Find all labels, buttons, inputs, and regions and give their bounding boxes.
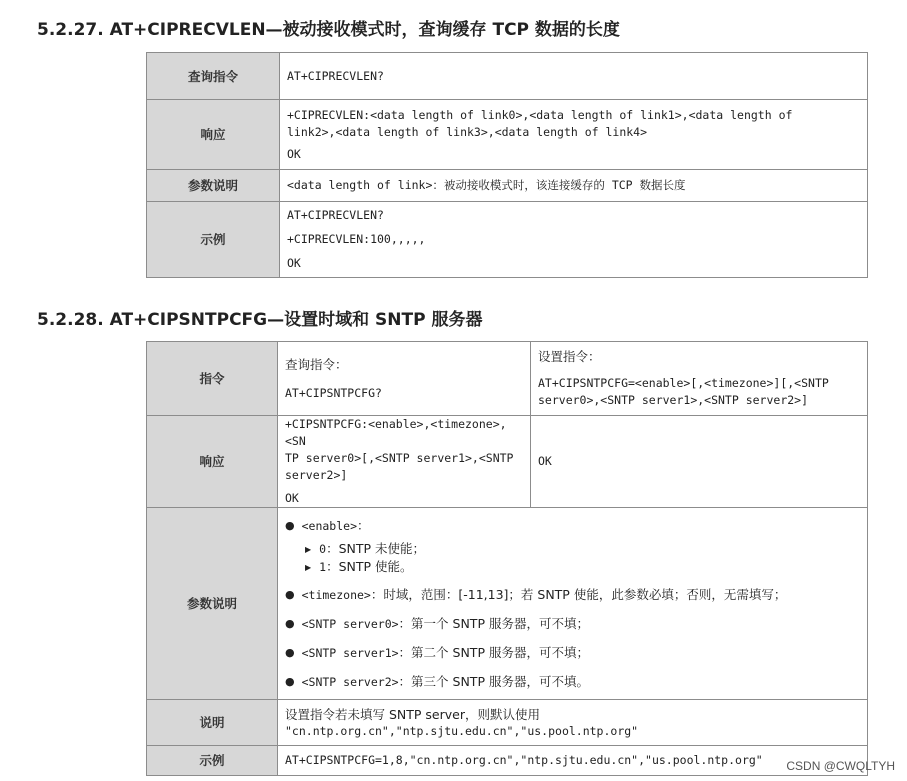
option-desc: ：SNTP 使能。 [326,559,413,574]
note-line: 设置指令若未填写 SNTP server，则默认使用 [285,706,540,722]
bullet-icon: ● [285,519,295,532]
bullet-icon: ● [285,646,295,659]
note-line: "cn.ntp.org.cn","ntp.sjtu.edu.cn","us.pool.ntp.org" [285,723,639,738]
set-command: AT+CIPSNTPCFG=<enable>[,<timezone>][,<SNTP [538,376,829,390]
triangle-right-icon: ▶ [305,562,312,572]
example-line: AT+CIPRECVLEN? [287,208,384,222]
query-row [147,53,868,100]
response-label: 响应 [147,416,278,508]
note-label: 说明 [147,700,278,746]
query-response-cell [278,416,531,508]
params-row [147,508,868,700]
params-label: 参数说明 [147,170,280,202]
param-enable [285,511,860,540]
section-5-2-28-heading: 5.2.28. AT+CIPSNTPCFG—设置时域和 SNTP 服务器 [37,310,483,330]
example-value: AT+CIPSNTPCFG=1,8,"cn.ntp.org.cn","ntp.sjtu.edu.cn","us.pool.ntp.org" [278,746,868,776]
params-cell [278,508,868,700]
response-line: +CIPRECVLEN:<data length of link0>,<data length of link1>,<data length of [287,107,793,122]
note-cell [278,700,868,746]
set-response-cell: OK [531,416,868,508]
query-response-line: server2>] [285,468,348,482]
ciprecvlen-table [146,52,868,278]
query-command-title: 查询指令： [285,356,348,372]
triangle-right-icon: ▶ [305,544,312,554]
params-row [147,170,868,202]
query-response-ok: OK [285,491,299,505]
bullet-icon: ● [285,675,295,688]
example-line: +CIPRECVLEN:100,,,,, [287,232,426,246]
param-desc: ：第二个 SNTP 服务器，可不填； [398,644,589,660]
param-name: <timezone> [301,587,371,602]
param-sntp-server0 [285,609,860,638]
query-response-line: +CIPSNTPCFG:<enable>,<timezone>,<SN [285,417,507,448]
example-value [280,202,868,278]
set-command-cell [531,342,868,416]
command-label: 指令 [147,342,278,416]
param-name: <SNTP server1> [301,645,399,660]
response-value [280,100,868,170]
example-row [147,746,868,776]
params-value: <data length of link>：被动接收模式时，该连接缓存的 TCP 数据长度 [280,170,868,202]
param-desc: ：时域，范围：[-11,13]；若 SNTP 使能，此参数必填；否则，无需填写； [370,586,787,602]
param-timezone [285,580,860,609]
example-label: 示例 [147,746,278,776]
param-desc: ： [357,517,370,533]
option-code: 0 [319,542,327,556]
param-desc: ：第一个 SNTP 服务器，可不填； [398,615,589,631]
option-code: 1 [319,560,327,574]
param-sntp-server2 [285,667,860,696]
enable-option-0 [305,540,860,558]
example-label: 示例 [147,202,280,278]
param-name: <SNTP server0> [301,616,399,631]
response-line: link2>,<data length of link3>,<data length of link4> [287,124,648,139]
command-row [147,342,868,416]
section-5-2-27-heading: 5.2.27. AT+CIPRECVLEN—被动接收模式时，查询缓存 TCP 数据的长度 [37,20,620,40]
bullet-icon: ● [285,588,295,601]
query-response-line: TP server0>[,<SNTP server1>,<SNTP [285,451,514,465]
param-name: <SNTP server2> [301,674,399,689]
query-label: 查询指令 [147,53,280,100]
example-row [147,202,868,278]
option-desc: ：SNTP 未使能； [326,541,426,556]
enable-option-1 [305,558,860,576]
query-value: AT+CIPRECVLEN? [280,53,868,100]
set-command-title: 设置指令： [538,349,601,364]
set-command: server0>,<SNTP server1>,<SNTP server2>] [538,393,809,407]
watermark: CSDN @CWQLTYH [786,759,895,773]
params-label: 参数说明 [147,508,278,700]
response-row [147,100,868,170]
example-line: OK [287,256,301,270]
param-sntp-server1 [285,638,860,667]
note-row [147,700,868,746]
param-name: <enable> [301,518,357,533]
query-command-cell [278,342,531,416]
query-command: AT+CIPSNTPCFG? [285,385,382,400]
response-ok: OK [287,146,301,161]
response-label: 响应 [147,100,280,170]
response-row [147,416,868,508]
cipsntpcfg-table [146,341,868,776]
bullet-icon: ● [285,617,295,630]
param-desc: ：第三个 SNTP 服务器，可不填。 [398,673,589,689]
